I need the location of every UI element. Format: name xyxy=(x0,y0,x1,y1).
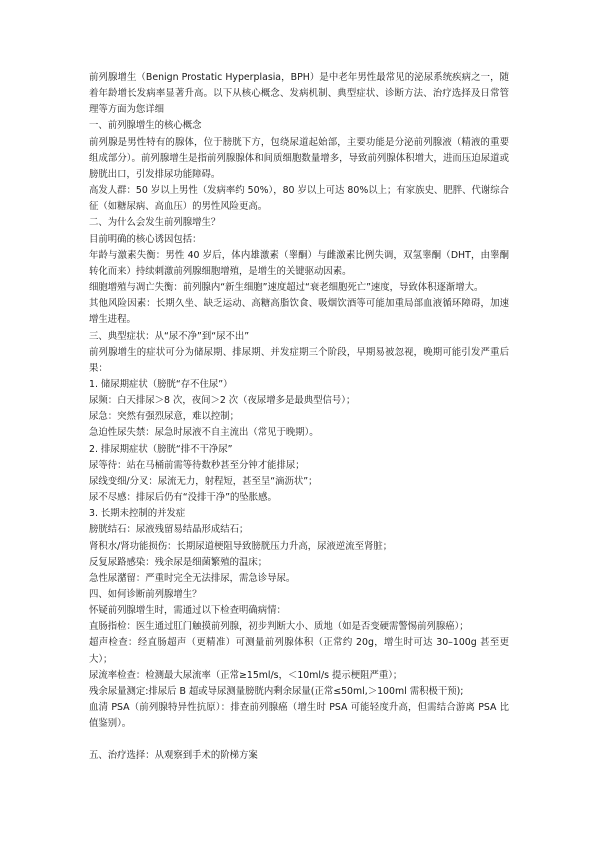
body-paragraph: 年龄与激素失衡：男性 40 岁后，体内雄激素（睾酮）与雌激素比例失调，双氢睾酮（DHT，由睾酮转化而来）持续刺激前列腺细胞增殖，是增生的关键驱动因素。 xyxy=(89,249,509,277)
list-item: 血清 PSA（前列腺特异性抗原）：排查前列腺癌（增生时 PSA 可能轻度升高，但需结合游离 PSA 比值鉴别）。 xyxy=(89,702,509,730)
list-item: 尿线变细/分叉：尿流无力，射程短，甚至呈“滴沥状”； xyxy=(89,475,318,487)
body-paragraph: 高发人群：50 岁以上男性（发病率约 50%），80 岁以上可达 80%以上；有家族史、肥胖、代谢综合征（如糖尿病、高血压）的男性风险更高。 xyxy=(89,185,509,213)
list-item: 尿不尽感：排尿后仍有“没排干净”的坠胀感。 xyxy=(89,492,277,504)
body-paragraph: 前列腺是男性特有的腺体，位于膀胱下方，包绕尿道起始部，主要功能是分泌前列腺液（精液的重要组成部分）。前列腺增生是指前列腺腺体和间质细胞数量增多，导致前列腺体积增大，进而压迫尿道或膀胱出口，引发排尿功能障碍。 xyxy=(89,136,509,180)
list-item: 反复尿路感染：残余尿是细菌繁殖的温床； xyxy=(89,556,268,568)
list-item: 尿频：白天排尿＞8 次，夜间＞2 次（夜尿增多是最典型信号）； xyxy=(89,395,356,407)
paragraph-spacer xyxy=(89,732,509,748)
body-paragraph: 目前明确的核心诱因包括： xyxy=(89,233,202,245)
body-paragraph: 其他风险因素：长期久坐、缺乏运动、高糖高脂饮食、吸烟饮酒等可能加重局部血液循环障碍，加速增生进程。 xyxy=(89,298,509,326)
subheading: 1. 储尿期症状（膀胱“存不住尿”） xyxy=(89,378,233,390)
section-heading-3: 三、典型症状：从“尿不净”到“尿不出” xyxy=(89,330,250,342)
body-paragraph: 怀疑前列腺增生时，需通过以下检查明确病情： xyxy=(89,605,286,617)
body-paragraph: 细胞增殖与凋亡失衡：前列腺内“新生细胞”速度超过“衰老细胞死亡”速度，导致体积逐渐增大。 xyxy=(89,282,484,294)
list-item: 急迫性尿失禁：尿急时尿液不自主流出（常见于晚期）。 xyxy=(89,427,319,439)
list-item: 尿等待：站在马桶前需等待数秒甚至分钟才能排尿； xyxy=(89,459,305,471)
section-heading-5: 五、治疗选择：从观察到手术的阶梯方案 xyxy=(89,750,258,762)
section-heading-1: 一、前列腺增生的核心概念 xyxy=(89,120,202,132)
list-item: 尿流率检查：检测最大尿流率（正常≥15ml/s，＜10ml/s 提示梗阻严重）； xyxy=(89,669,403,681)
document-body xyxy=(89,70,509,765)
list-item: 急性尿潴留：严重时完全无法排尿，需急诊导尿。 xyxy=(89,572,296,584)
body-paragraph: 前列腺增生的症状可分为储尿期、排尿期、并发症期三个阶段，早期易被忽视，晚期可能引发严重后果： xyxy=(89,346,509,374)
section-heading-4: 四、如何诊断前列腺增生？ xyxy=(89,589,202,600)
section-heading-2: 二、为什么会发生前列腺增生？ xyxy=(89,217,221,229)
intro-paragraph: 前列腺增生（Benign Prostatic Hyperplasia，BPH）是中老年男性最常见的泌尿系统疾病之一，随着年龄增长发病率显著升高。以下从核心概念、发病机制、典型症状、诊断方法、治疗选择及日常管理等方面为您详细 xyxy=(89,72,509,116)
list-item: 残余尿量测定:排尿后 B 超或导尿测量膀胱内剩余尿量(正常≤50ml,＞100ml 需积极干预); xyxy=(89,685,464,697)
subheading: 2. 排尿期症状（膀胱“排不干净尿” xyxy=(89,443,233,455)
list-item: 尿急：突然有强烈尿意，难以控制； xyxy=(89,411,240,423)
list-item: 直肠指检：医生通过肛门触摸前列腺，初步判断大小、质地（如是否变硬需警惕前列腺癌）； xyxy=(89,621,469,633)
subheading: 3. 长期未控制的并发症 xyxy=(89,508,186,520)
list-item: 超声检查：经直肠超声（更精准）可测量前列腺体积（正常约 20g，增生时可达 30–100g 甚至更大）； xyxy=(89,637,509,665)
list-item: 肾积水/肾功能损伤：长期尿道梗阻导致膀胱压力升高，尿液逆流至肾脏； xyxy=(89,540,393,552)
list-item: 膀胱结石：尿液残留易结晶形成结石； xyxy=(89,524,249,536)
